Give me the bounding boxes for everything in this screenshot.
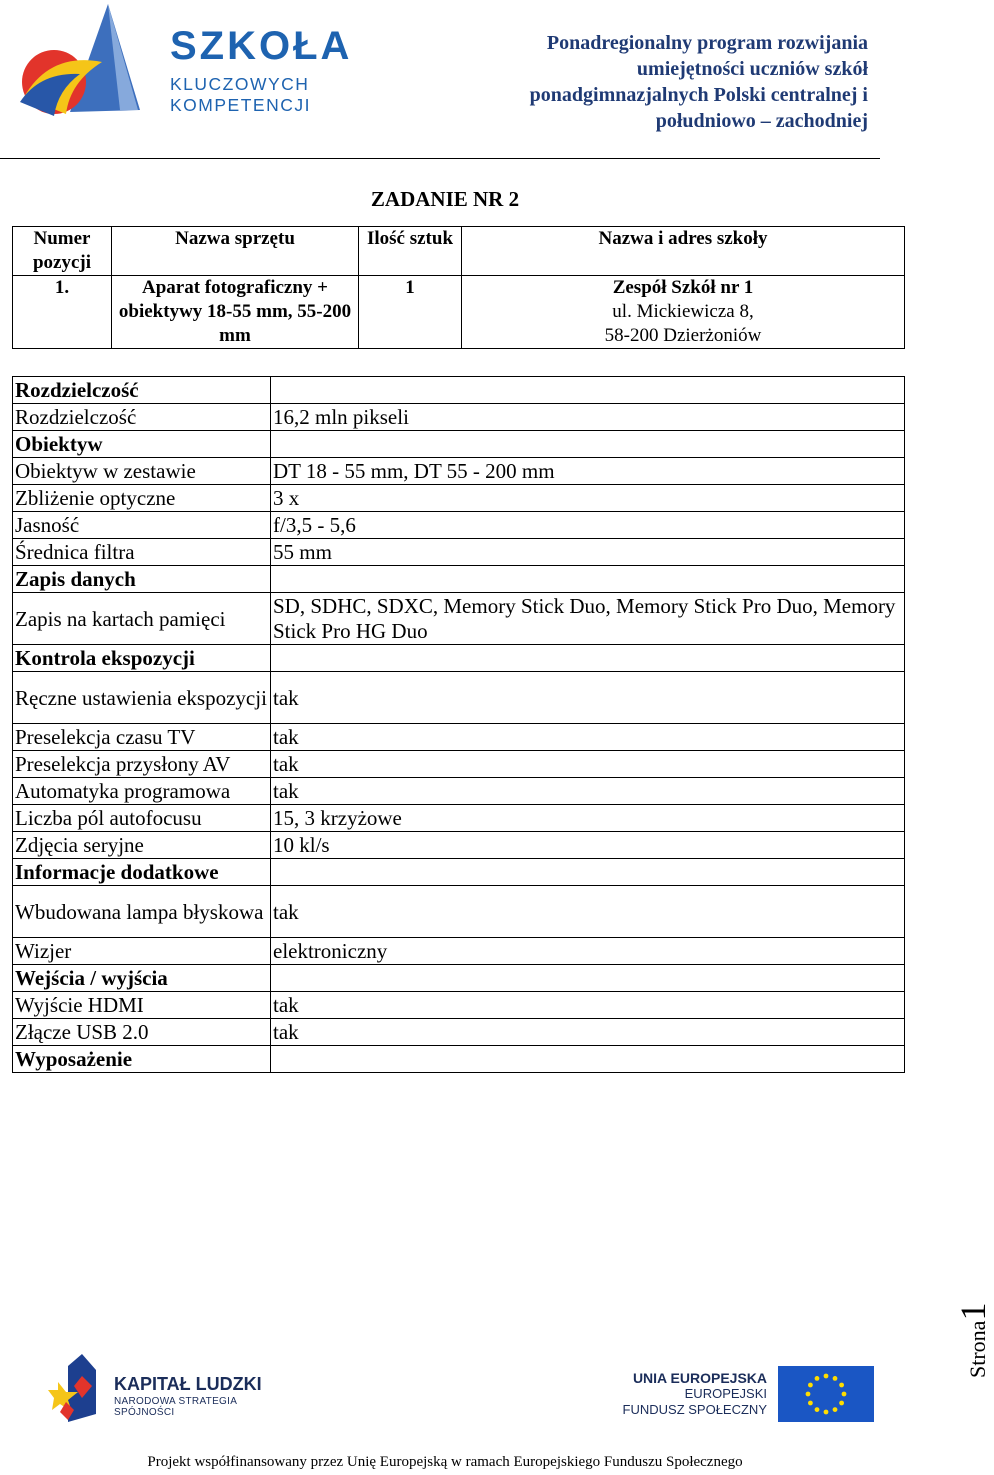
school-city: 58-200 Dzierżoniów (604, 325, 762, 346)
eu-star (839, 1383, 844, 1388)
spec-key: Wbudowana lampa błyskowa (13, 886, 271, 938)
spec-value: 16,2 mln pikseli (271, 404, 905, 431)
spec-section-row (13, 431, 905, 458)
spec-section-title: Obiektyw (13, 431, 271, 458)
spec-value: 15, 3 krzyżowe (271, 805, 905, 832)
spec-key: Obiektyw w zestawie (13, 458, 271, 485)
spec-section-title: Informacje dodatkowe (13, 859, 271, 886)
spec-key: Wyjście HDMI (13, 992, 271, 1019)
eu-flag-icon (778, 1366, 874, 1422)
spec-row (13, 832, 905, 859)
eu-star (833, 1407, 838, 1412)
spec-key: Zbliżenie optyczne (13, 485, 271, 512)
funding-note: Projekt współfinansowany przez Unię Europejską w ramach Europejskiego Funduszu Społecznego (147, 1454, 743, 1470)
spec-value: tak (271, 1019, 905, 1046)
spec-row (13, 778, 905, 805)
spec-section-row (13, 377, 905, 404)
spec-row (13, 458, 905, 485)
spec-value: elektroniczny (271, 938, 905, 965)
eu-star (842, 1392, 847, 1397)
eu-line: FUNDUSZ SPOŁECZNY (622, 1402, 767, 1417)
eu-star (806, 1392, 811, 1397)
spec-key: Preselekcja czasu TV (13, 724, 271, 751)
table-header-row (13, 227, 905, 276)
spec-row (13, 404, 905, 431)
kapital-ludzki-name: KAPITAŁ LUDZKI (114, 1374, 262, 1394)
kapital-ludzki-emblem-icon (52, 1352, 108, 1424)
spec-value (271, 1046, 905, 1073)
spec-key: Złącze USB 2.0 (13, 1019, 271, 1046)
spec-section-title: Zapis danych (13, 566, 271, 593)
school-logo-emblem-icon (10, 2, 160, 122)
eu-line: UNIA EUROPEJSKA (632, 1370, 767, 1386)
kapital-ludzki-logo (52, 1352, 292, 1424)
spec-section-title: Wejścia / wyjścia (13, 965, 271, 992)
spec-row (13, 512, 905, 539)
spec-key: Średnica filtra (13, 539, 271, 566)
eu-star (839, 1401, 844, 1406)
table-row (13, 276, 905, 349)
spec-key: Automatyka programowa (13, 778, 271, 805)
spec-value: tak (271, 992, 905, 1019)
spec-section-row (13, 566, 905, 593)
header-school-address: Nazwa i adres szkoły (462, 227, 905, 276)
spec-section-title: Rozdzielczość (13, 377, 271, 404)
school-address (462, 276, 905, 349)
logo-subtitle: KLUCZOWYCH KOMPETENCJI (170, 74, 311, 115)
program-line: południowo – zachodniej (655, 110, 868, 132)
page-number: 1 (953, 1302, 993, 1321)
equipment-table (12, 226, 905, 349)
spec-row (13, 938, 905, 965)
spec-key: Wizjer (13, 938, 271, 965)
spec-key: Liczba pól autofocusu (13, 805, 271, 832)
header-equipment-name: Nazwa sprzętu (112, 227, 359, 276)
eu-star (833, 1376, 838, 1381)
task-title: ZADANIE NR 2 (370, 187, 520, 211)
spec-key: Zdjęcia seryjne (13, 832, 271, 859)
quantity: 1 (359, 276, 462, 349)
eu-star (815, 1376, 820, 1381)
spec-value: 55 mm (271, 539, 905, 566)
spec-value (271, 566, 905, 593)
spec-key: Ręczne ustawienia ekspozycji (13, 672, 271, 724)
logo-word: SZKOŁA (170, 24, 353, 68)
spec-key: Rozdzielczość (13, 404, 271, 431)
spec-row (13, 805, 905, 832)
eu-star (808, 1383, 813, 1388)
kapital-ludzki-subtitle: NARODOWA STRATEGIA SPÓJNOŚCI (114, 1396, 237, 1418)
spec-section-row (13, 965, 905, 992)
spec-value: f/3,5 - 5,6 (271, 512, 905, 539)
spec-row (13, 886, 905, 938)
program-line: ponadgimnazjalnych Polski centralnej i (529, 84, 868, 106)
eu-star (824, 1410, 829, 1415)
spec-value (271, 859, 905, 886)
school-logo (10, 2, 450, 122)
spec-value: 3 x (271, 485, 905, 512)
spec-section-row (13, 645, 905, 672)
spec-value: DT 18 - 55 mm, DT 55 - 200 mm (271, 458, 905, 485)
spec-value: tak (271, 724, 905, 751)
spec-value: tak (271, 672, 905, 724)
program-line: Ponadregionalny program rozwijania (546, 32, 868, 54)
spec-row (13, 751, 905, 778)
spec-table-body (13, 377, 905, 1073)
spec-value: tak (271, 751, 905, 778)
program-title (448, 30, 868, 134)
spec-key: Preselekcja przysłony AV (13, 751, 271, 778)
spec-section-title: Wyposażenie (13, 1046, 271, 1073)
eu-fund-text (615, 1370, 767, 1418)
spec-value (271, 377, 905, 404)
page-label: Strona (965, 1320, 990, 1378)
spec-table (12, 376, 905, 1073)
equipment-name: Aparat fotograficzny + obiektywy 18-55 mm, 55-200 mm (112, 276, 359, 349)
spec-row (13, 992, 905, 1019)
header-divider (0, 158, 880, 159)
spec-row (13, 672, 905, 724)
spec-value (271, 645, 905, 672)
spec-value: tak (271, 778, 905, 805)
spec-value (271, 965, 905, 992)
eu-star (808, 1401, 813, 1406)
spec-section-row (13, 859, 905, 886)
spec-row (13, 724, 905, 751)
eu-star (824, 1374, 829, 1379)
page-indicator (952, 1303, 994, 1378)
spec-value (271, 431, 905, 458)
school-street: ul. Mickiewicza 8, (612, 301, 754, 322)
header-position-number: Numer pozycji (13, 227, 112, 276)
spec-key: Zapis na kartach pamięci (13, 593, 271, 645)
spec-key: Jasność (13, 512, 271, 539)
spec-value: SD, SDHC, SDXC, Memory Stick Duo, Memory Stick Pro Duo, Memory Stick Pro HG Duo (271, 593, 905, 645)
spec-value: 10 kl/s (271, 832, 905, 859)
program-line: umiejętności uczniów szkół (636, 58, 868, 80)
spec-row (13, 485, 905, 512)
spec-row (13, 539, 905, 566)
eu-line: EUROPEJSKI (684, 1386, 767, 1401)
spec-row (13, 1019, 905, 1046)
spec-value: tak (271, 886, 905, 938)
header-quantity: Ilość sztuk (359, 227, 462, 276)
school-name: Zespół Szkół nr 1 (612, 277, 754, 298)
spec-section-row (13, 1046, 905, 1073)
position-number: 1. (13, 276, 112, 349)
spec-row (13, 593, 905, 645)
spec-section-title: Kontrola ekspozycji (13, 645, 271, 672)
eu-star (815, 1407, 820, 1412)
